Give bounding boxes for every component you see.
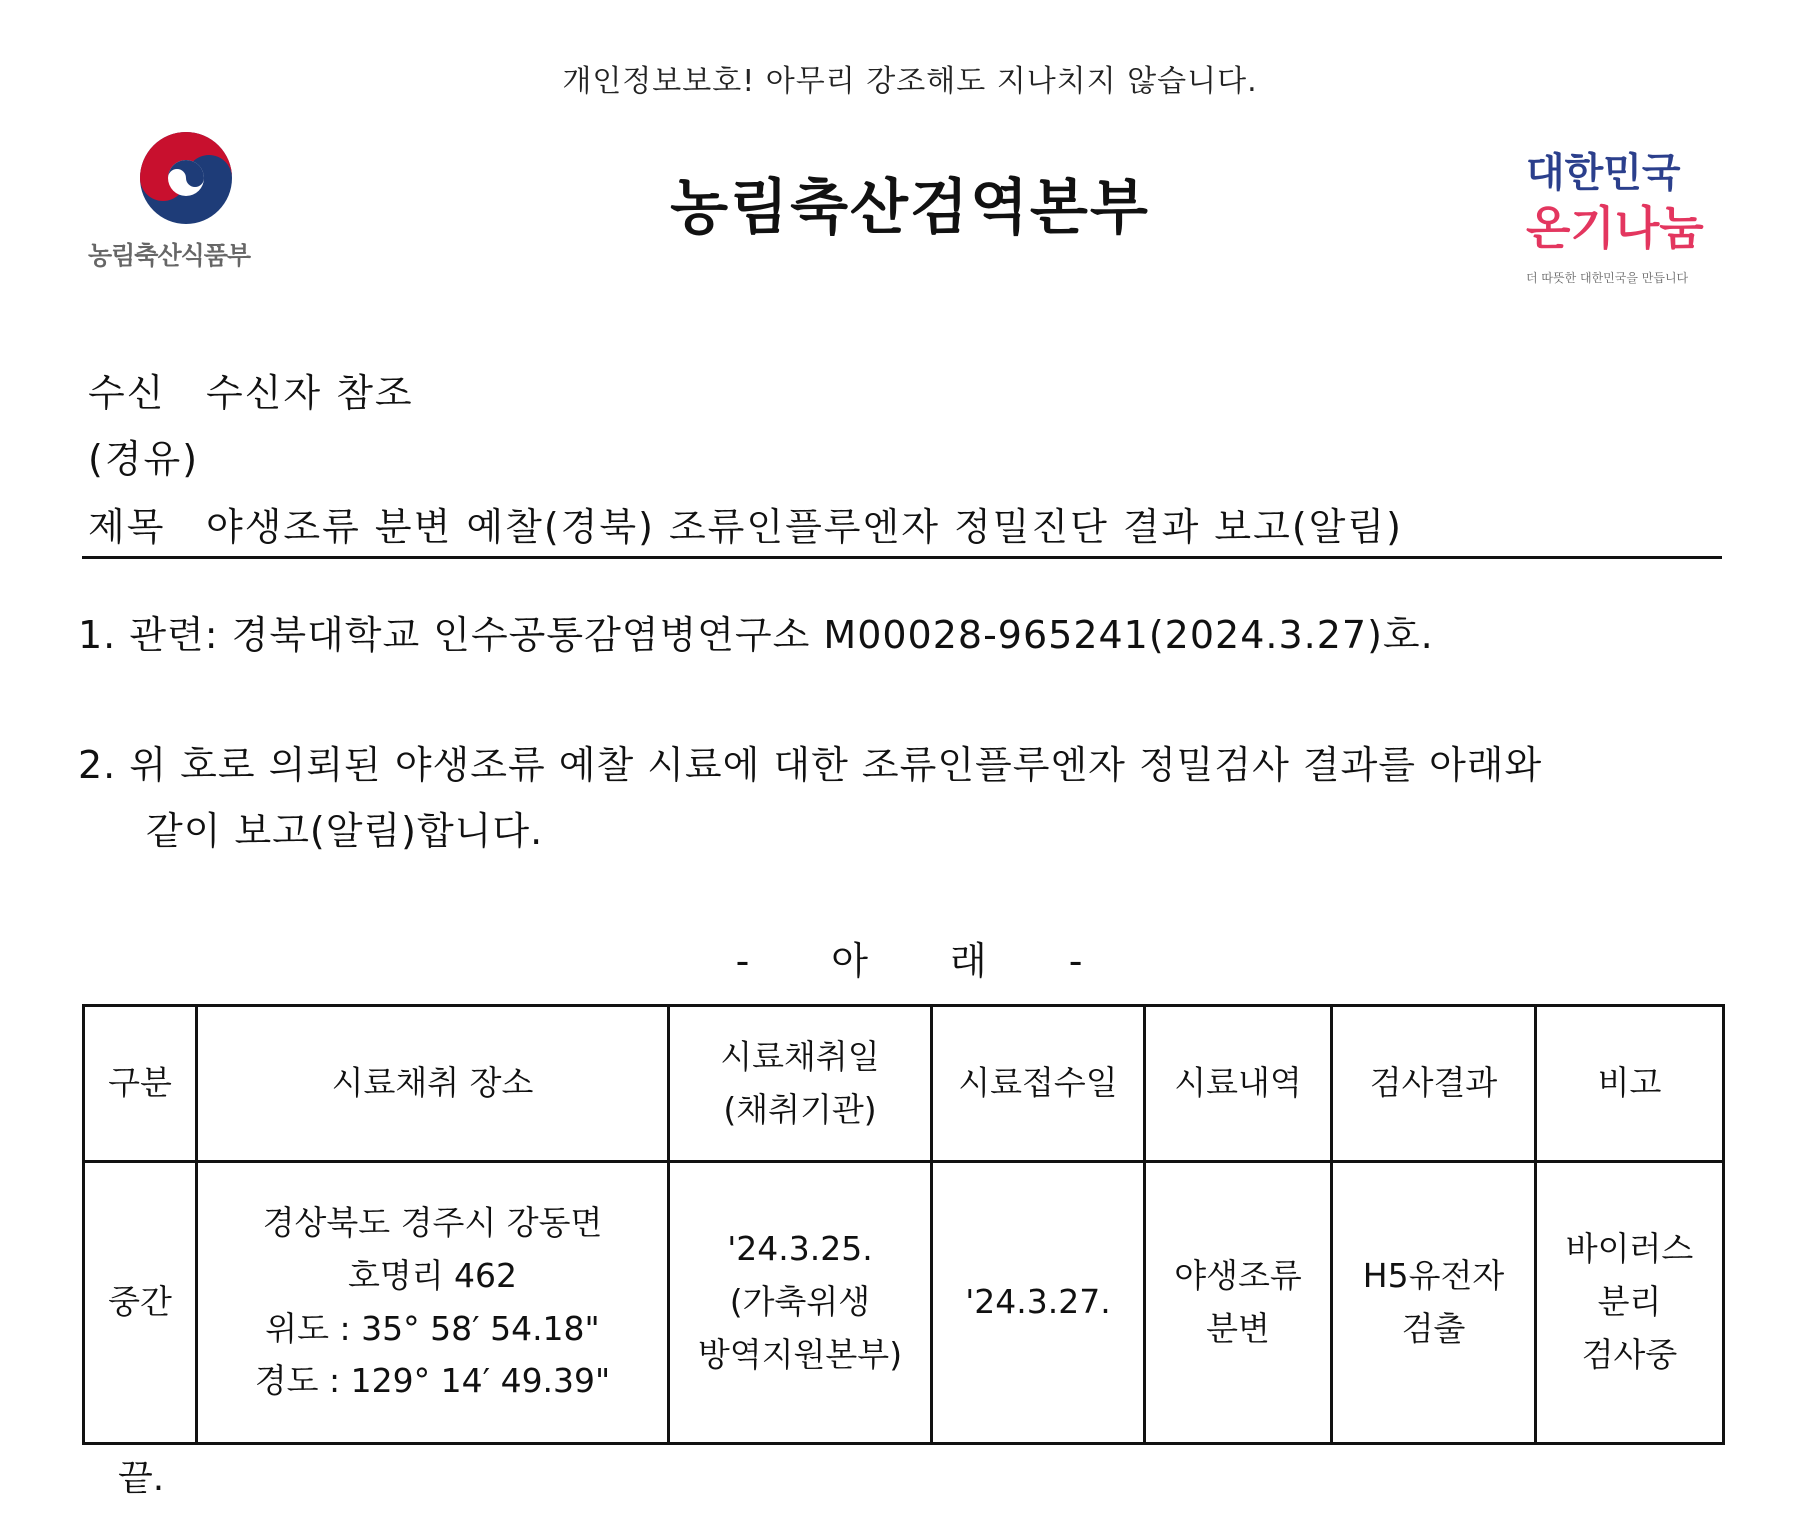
campaign-tagline: 더 따뜻한 대한민국을 만듭니다	[1526, 271, 1689, 285]
campaign-text-bottom: 온기나눔	[1526, 201, 1704, 255]
notice-char-a: 아	[831, 939, 870, 983]
cell-date	[669, 1162, 932, 1444]
campaign-logo-icon	[1520, 124, 1730, 294]
header-date-line-1: 시료채취일	[720, 1036, 880, 1076]
paragraph-2-line-2: 같이 보고(알림)합니다.	[146, 809, 544, 853]
ministry-caption: 농림축산식품부	[88, 241, 251, 270]
remark-line-1: 바이러스	[1565, 1229, 1694, 1269]
cell-received: '24.3.27.	[932, 1162, 1145, 1444]
result-line-2: 검출	[1401, 1308, 1466, 1348]
header-received: 시료접수일	[932, 1006, 1145, 1162]
privacy-banner: 개인정보보호! 아무리 강조해도 지나치지 않습니다.	[562, 64, 1258, 99]
header-result: 검사결과	[1332, 1006, 1536, 1162]
result-line-1: H5유전자	[1362, 1255, 1505, 1295]
recipient-value: 수신자 참조	[206, 371, 414, 415]
table-row	[84, 1162, 1724, 1444]
remark-line-2: 분리	[1597, 1282, 1662, 1322]
cell-sample	[1145, 1162, 1332, 1444]
subject-value: 야생조류 분변 예찰(경북) 조류인플루엔자 정밀진단 결과 보고(알림)	[206, 505, 1403, 549]
cell-remark	[1536, 1162, 1724, 1444]
via-line: (경유)	[88, 437, 200, 481]
result-table	[82, 1004, 1725, 1445]
location-latitude: 위도 : 35° 58′ 54.18"	[265, 1308, 600, 1348]
notice-char-b: 래	[950, 939, 989, 983]
remark-line-3: 검사중	[1581, 1334, 1678, 1374]
end-mark: 끝.	[118, 1458, 165, 1499]
subject-line	[88, 496, 1403, 551]
header-category: 구분	[84, 1006, 197, 1162]
campaign-logo	[1520, 124, 1730, 294]
org-title: 농림축산검역본부	[670, 173, 1150, 243]
sample-line-2: 분변	[1206, 1308, 1270, 1348]
header-date-line-2: (채취기관)	[723, 1089, 877, 1129]
cell-result	[1332, 1162, 1536, 1444]
location-line-1: 경상북도 경주시 강동면	[262, 1202, 603, 1242]
cell-location	[197, 1162, 669, 1444]
header-remark: 비고	[1536, 1006, 1724, 1162]
paragraph-2-line-1: 2. 위 호로 의뢰된 야생조류 예찰 시료에 대한 조류인플루엔자 정밀검사 결과를 아래와	[78, 743, 1543, 787]
date-line-3: 방역지원본부)	[697, 1334, 903, 1374]
header-date	[669, 1006, 932, 1162]
date-line-2: (가축위생	[729, 1282, 871, 1322]
header-location: 시료채취 장소	[197, 1006, 669, 1162]
sample-line-1: 야생조류	[1174, 1255, 1302, 1295]
header-sample: 시료내역	[1145, 1006, 1332, 1162]
notice-dash-left: -	[735, 939, 752, 983]
notice-dash-right: -	[1068, 939, 1085, 983]
recipient-label: 수신	[88, 371, 166, 415]
header-divider	[82, 556, 1722, 559]
campaign-text-top: 대한민국	[1526, 150, 1681, 196]
cell-category: 중간	[84, 1162, 197, 1444]
location-line-2: 호명리 462	[347, 1255, 518, 1295]
notice-heading	[0, 930, 1820, 985]
date-line-1: '24.3.25.	[727, 1229, 873, 1269]
paragraph-1: 1. 관련: 경북대학교 인수공통감염병연구소 M00028-965241(2024.3.27)호.	[78, 613, 1434, 657]
subject-label: 제목	[88, 505, 166, 549]
recipient-line	[88, 362, 414, 417]
location-longitude: 경도 : 129° 14′ 49.39"	[254, 1361, 611, 1401]
table-header-row	[84, 1006, 1724, 1162]
